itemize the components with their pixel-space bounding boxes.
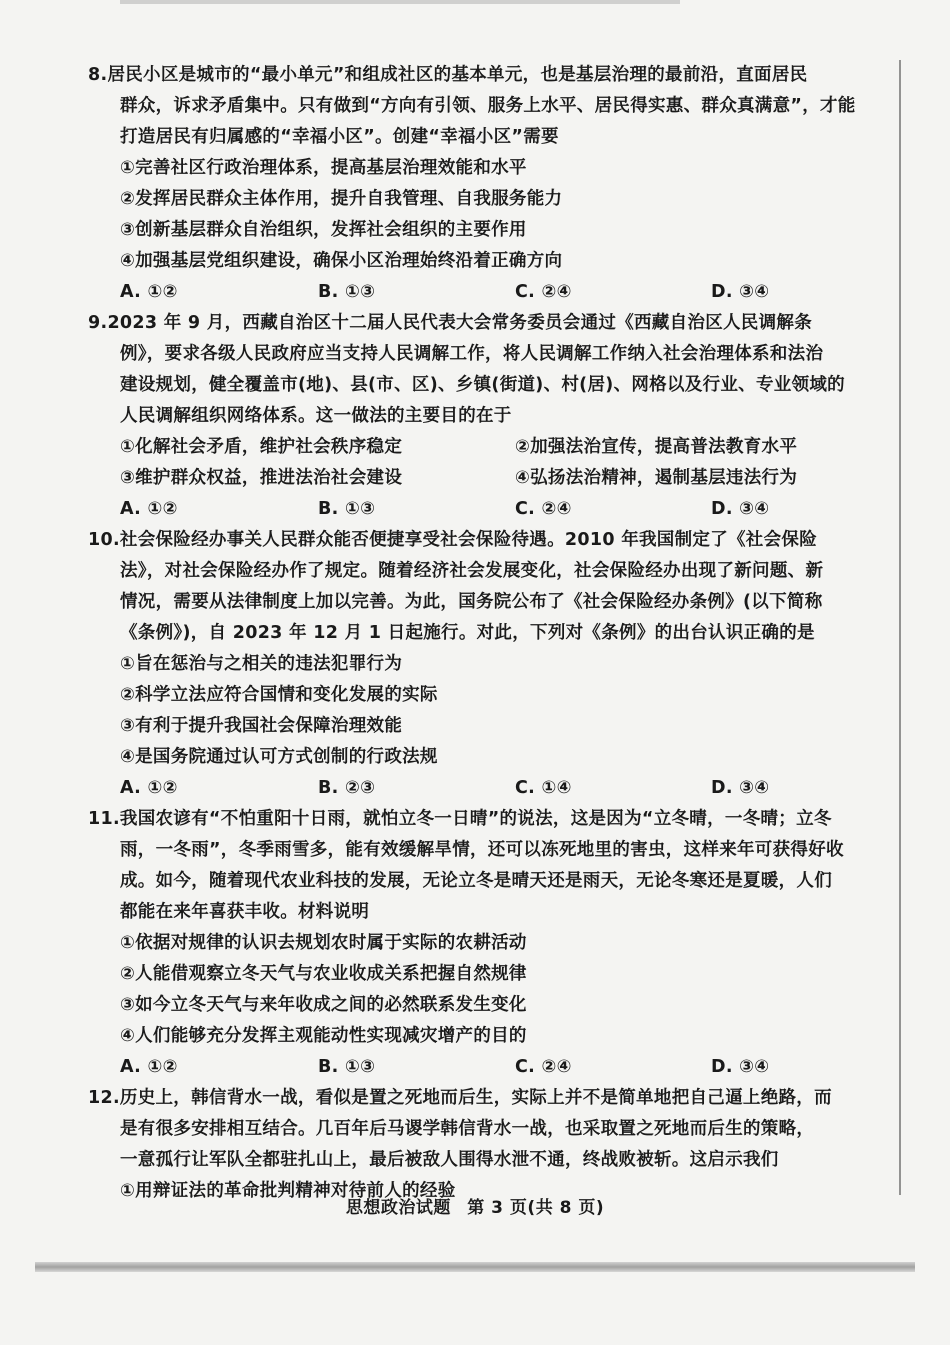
choice-option[interactable]: B. ①③	[318, 1057, 376, 1077]
question-stem-line: 一意孤行让军队全都驻扎山上，最后被敌人围得水泄不通，终战败被斩。这启示我们	[120, 1150, 779, 1170]
question-stem-line: 建设规划，健全覆盖市(地)、县(市、区)、乡镇(街道)、村(居)、网格以及行业、专业领域的	[120, 375, 845, 395]
statement: ①用辩证法的革命批判精神对待前人的经验	[120, 1181, 456, 1201]
stem-text: 我国农谚有“不怕重阳十日雨，就怕立冬一日晴”的说法，这是因为“立冬晴，一冬晴；立冬	[119, 809, 832, 829]
question-10	[88, 525, 863, 804]
question-number: 12.	[88, 1088, 120, 1108]
question-stem-line: 群众，诉求矛盾集中。只有做到“方向有引领、服务上水平、居民得实惠、群众真满意”，才能	[120, 96, 856, 116]
statement: ③如今立冬天气与来年收成之间的必然联系发生变化	[120, 995, 527, 1015]
stem-text: 社会保险经办事关人民群众能否便捷享受社会保险待遇。2010 年我国制定了《社会保险	[119, 530, 818, 550]
stem-text: 居民小区是城市的“最小单元”和组成社区的基本单元，也是基层治理的最前沿，直面居民	[107, 65, 808, 85]
question-stem-line	[88, 308, 863, 339]
scan-edge	[35, 1262, 915, 1272]
choice-option[interactable]: B. ①③	[318, 282, 376, 302]
statement: ②人能借观察立冬天气与农业收成关系把握自然规律	[120, 964, 527, 984]
statement: ④是国务院通过认可方式创制的行政法规	[120, 747, 438, 767]
statement: ④人们能够充分发挥主观能动性实现减灾增产的目的	[120, 1026, 527, 1046]
question-stem-line: 人民调解组织网络体系。这一做法的主要目的在于	[120, 406, 512, 426]
footer-page-number: 第 3 页(共 8 页)	[467, 1198, 605, 1218]
question-number: 8.	[88, 65, 108, 85]
choice-option[interactable]: C. ②④	[515, 499, 572, 519]
choice-option[interactable]: A. ①②	[120, 282, 178, 302]
question-stem-line	[88, 525, 863, 556]
question-stem-line: 都能在来年喜获丰收。材料说明	[120, 902, 370, 922]
choice-option[interactable]: D. ③④	[711, 1057, 770, 1077]
statement: ③维护群众权益，推进法治社会建设	[120, 468, 403, 488]
question-stem-line: 例》，要求各级人民政府应当支持人民调解工作，将人民调解工作纳入社会治理体系和法治	[120, 344, 824, 364]
statement: ④加强基层党组织建设，确保小区治理始终沿着正确方向	[120, 251, 563, 271]
question-stem-line	[88, 60, 863, 91]
page-footer	[0, 1193, 950, 1218]
choice-option[interactable]: C. ①④	[515, 778, 572, 798]
stem-text: 历史上，韩信背水一战，看似是置之死地而后生，实际上并不是简单地把自己逼上绝路，而	[119, 1088, 832, 1108]
choice-option[interactable]: B. ①③	[318, 499, 376, 519]
question-11	[88, 804, 863, 1083]
exam-questions	[88, 60, 863, 1207]
statement: ①化解社会矛盾，维护社会秩序稳定	[120, 437, 403, 457]
question-stem-line: 情况，需要从法律制度上加以完善。为此，国务院公布了《社会保险经办条例》(以下简称	[120, 592, 823, 612]
paper-edge	[899, 60, 901, 1195]
question-number: 11.	[88, 809, 120, 829]
question-stem-line: 雨，一冬雨”，冬季雨雪多，能有效缓解旱情，还可以冻死地里的害虫，这样来年可获得好收	[120, 840, 844, 860]
question-stem-line: 是有很多安排相互结合。几百年后马谡学韩信背水一战，也采取置之死地而后生的策略，	[120, 1119, 815, 1139]
answer-choices	[88, 277, 863, 308]
statement: ②科学立法应符合国情和变化发展的实际	[120, 685, 438, 705]
choice-option[interactable]: A. ①②	[120, 1057, 178, 1077]
question-stem-line	[88, 804, 863, 835]
question-stem-line: 《条例》)，自 2023 年 12 月 1 日起施行。对此，下列对《条例》的出台认识正确的是	[120, 623, 815, 643]
choice-option[interactable]: D. ③④	[711, 499, 770, 519]
choice-option[interactable]: B. ②③	[318, 778, 376, 798]
question-stem-line: 打造居民有归属感的“幸福小区”。创建“幸福小区”需要	[120, 127, 559, 147]
question-8	[88, 60, 863, 308]
statement: ③有利于提升我国社会保障治理效能	[120, 716, 403, 736]
choice-option[interactable]: D. ③④	[711, 282, 770, 302]
footer-subject: 思想政治试题	[345, 1198, 451, 1218]
question-12	[88, 1083, 863, 1207]
question-stem-line: 法》，对社会保险经办作了规定。随着经济社会发展变化，社会保险经办出现了新问题、新	[120, 561, 824, 581]
choice-option[interactable]: A. ①②	[120, 499, 178, 519]
statement: ②发挥居民群众主体作用，提升自我管理、自我服务能力	[120, 189, 563, 209]
question-number: 10.	[88, 530, 120, 550]
choice-option[interactable]: A. ①②	[120, 778, 178, 798]
statement: ②加强法治宣传，提高普法教育水平	[515, 437, 798, 457]
question-stem-line	[88, 1083, 863, 1114]
choice-option[interactable]: C. ②④	[515, 282, 572, 302]
question-stem-line: 成。如今，随着现代农业科技的发展，无论立冬是晴天还是雨天，无论冬寒还是夏暖，人们	[120, 871, 832, 891]
stem-text: 2023 年 9 月，西藏自治区十二届人民代表大会常务委员会通过《西藏自治区人民调解条	[107, 313, 812, 333]
answer-choices	[88, 773, 863, 804]
answer-choices	[88, 1052, 863, 1083]
answer-choices	[88, 494, 863, 525]
statement: ①完善社区行政治理体系，提高基层治理效能和水平	[120, 158, 527, 178]
statement-row	[88, 432, 863, 463]
statement: ③创新基层群众自治组织，发挥社会组织的主要作用	[120, 220, 527, 240]
scan-shadow	[120, 0, 680, 4]
question-number: 9.	[88, 313, 108, 333]
statement: ④弘扬法治精神，遏制基层违法行为	[515, 468, 798, 488]
choice-option[interactable]: C. ②④	[515, 1057, 572, 1077]
statement-row	[88, 463, 863, 494]
choice-option[interactable]: D. ③④	[711, 778, 770, 798]
question-9	[88, 308, 863, 525]
statement: ①依据对规律的认识去规划农时属于实际的农耕活动	[120, 933, 527, 953]
statement: ①旨在惩治与之相关的违法犯罪行为	[120, 654, 403, 674]
